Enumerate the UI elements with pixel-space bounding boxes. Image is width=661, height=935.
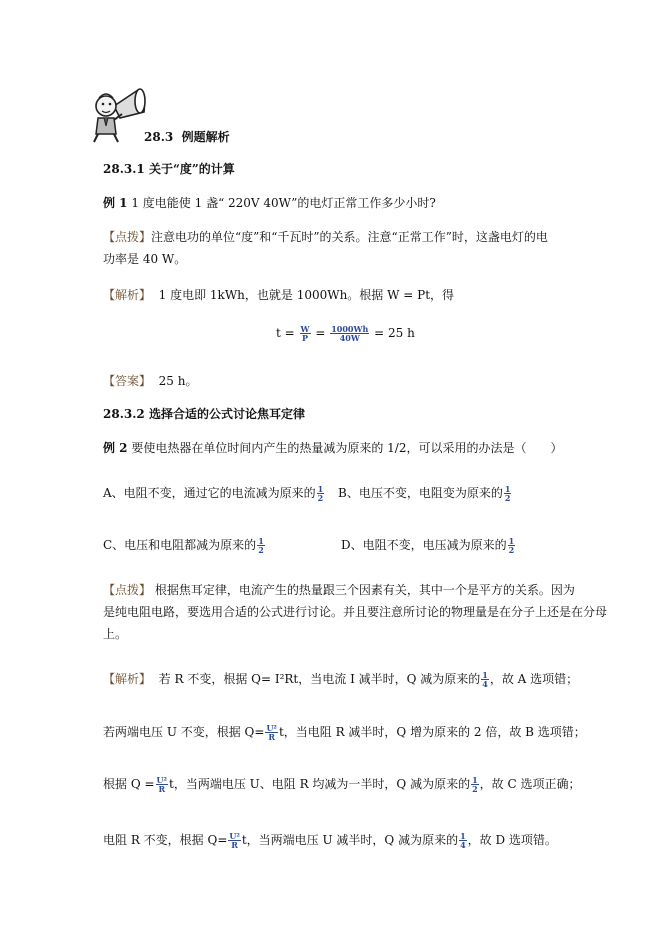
analysis-a-text: 若 R 不变，根据 Q= I²Rt，当电流 I 减半时，Q 减为原来的 [158,672,481,686]
example-1-analysis [103,286,454,303]
fraction-u2-over-r [228,832,240,849]
example-label: 例 2 [103,441,128,455]
fraction-half [471,776,479,793]
denominator: 40W [339,333,360,343]
denominator: P [302,333,309,343]
hint-tag: 【点拨】 [103,583,152,597]
analysis-b-text: 若两端电压 U 不变，根据 Q= [103,725,265,739]
subsection-number: 28.3.2 [103,407,145,421]
question-text: 要使电热器在单位时间内产生的热量减为原来的 1/2，可以采用的办法是（ ） [131,441,563,455]
option-d-text: D、电阻不变，电压减为原来的 [341,538,507,552]
option-b-text: B、电压不变，电阻变为原来的 [338,486,503,500]
subsection-title: 选择合适的公式讨论焦耳定律 [148,407,305,421]
example-2-hint-line-3: 上。 [103,627,128,641]
denominator: 4 [482,679,488,689]
fraction-half [257,537,265,554]
denominator: 2 [508,545,515,555]
analysis-c-middle: t，当两端电压 U、电阻 R 均减为一半时，Q 减为原来的 [169,777,471,791]
analysis-line-c [103,775,580,793]
denominator: 2 [317,493,324,503]
answer-text: 25 h。 [158,374,198,388]
denominator: 2 [258,545,264,555]
section-title: 例题解析 [181,130,230,144]
analysis-c-conclusion: ，故 C 选项正确； [479,777,581,791]
analysis-line-d [103,831,557,849]
option-d [341,536,516,554]
subsection-heading-2 [103,405,305,422]
fraction-half [317,485,325,502]
analysis-line-a [103,670,578,688]
numerator: 1 [472,775,478,785]
option-a-text: A、电阻不变，通过它的电流减为原来的 [103,486,316,500]
fraction-quarter [459,832,467,849]
analysis-b-conclusion: t，当电阻 R 减半时，Q 增为原来的 2 倍，故 B 选项错； [278,725,586,739]
option-b [338,484,512,502]
hint-text: 根据焦耳定律，电流产生的热量跟三个因素有关，其中一个是平方的关系。因为 [154,583,575,597]
option-c [103,536,266,554]
denominator: R [231,840,238,850]
option-a [103,484,325,502]
subsection-number: 28.3.1 [103,162,145,176]
example-1-answer [103,372,197,389]
example-2-hint-line-2: 是纯电阻电路，要选用合适的公式进行讨论。并且要注意所讨论的物理量是在分子上还是在分母 [103,605,608,619]
analysis-a-conclusion: ，故 A 选项错； [489,672,579,686]
formula [276,325,415,342]
denominator: R [268,732,276,742]
fraction-w-over-p [300,325,311,342]
analysis-tag: 【解析】 [103,288,152,302]
example-label: 例 1 [103,196,128,210]
subsection-title: 关于“度”的计算 [148,162,235,176]
numerator: W [300,324,310,334]
subsection-heading-1 [103,160,235,177]
analysis-line-b [103,723,586,741]
numerator: 1 [482,670,488,680]
example-1-question [103,194,436,211]
analysis-c-text: 根据 Q = [103,777,155,791]
example-2-question [103,439,563,456]
fraction-half [504,485,512,502]
formula-lhs: t = [276,326,295,340]
fraction-1000wh-over-40w [330,325,369,342]
fraction-half [508,537,516,554]
denominator: 4 [460,840,466,850]
example-1-hint-line-2: 功率是 40 W。 [103,252,187,266]
example-2-hint-line-1 [103,581,575,598]
analysis-d-text: 电阻 R 不变，根据 Q= [103,833,228,847]
denominator: R [158,784,166,794]
section-number: 28.3 [144,130,174,144]
numerator: 1 [504,484,511,494]
section-heading [144,128,230,145]
denominator: 2 [504,493,511,503]
hint-text: 注意电功的单位“度”和“千瓦时”的关系。注意“正常工作”时，这盏电灯的电 [151,230,548,244]
analysis-d-middle: t，当两端电压 U 减半时，Q 减为原来的 [241,833,459,847]
numerator: U² [156,775,168,785]
formula-rhs: = 25 h [374,326,415,340]
fraction-u2-over-r [265,724,277,741]
numerator: U² [229,831,240,841]
fraction-quarter [481,671,489,688]
numerator: 1 [258,536,264,546]
answer-tag: 【答案】 [103,374,152,388]
question-text: 1 度电能使 1 盏“ 220V 40W”的电灯正常工作多少小时? [131,196,436,210]
fraction-u2-over-r [156,776,168,793]
formula-equals: = [315,326,326,340]
numerator: 1000Wh [331,324,369,334]
hint-tag: 【点拨】 [103,230,152,244]
denominator: 2 [472,784,478,794]
numerator: 1 [317,484,324,494]
megaphone-mascot-icon [86,84,148,144]
numerator: 1 [460,831,466,841]
option-c-text: C、电压和电阻都减为原来的 [103,538,257,552]
analysis-d-conclusion: ，故 D 选项错。 [467,833,557,847]
example-1-hint-line-1 [103,228,548,245]
analysis-tag: 【解析】 [103,672,152,686]
analysis-text: 1 度电即 1kWh，也就是 1000Wh。根据 W = Pt，得 [158,288,455,302]
numerator: 1 [508,536,515,546]
numerator: U² [266,723,277,733]
